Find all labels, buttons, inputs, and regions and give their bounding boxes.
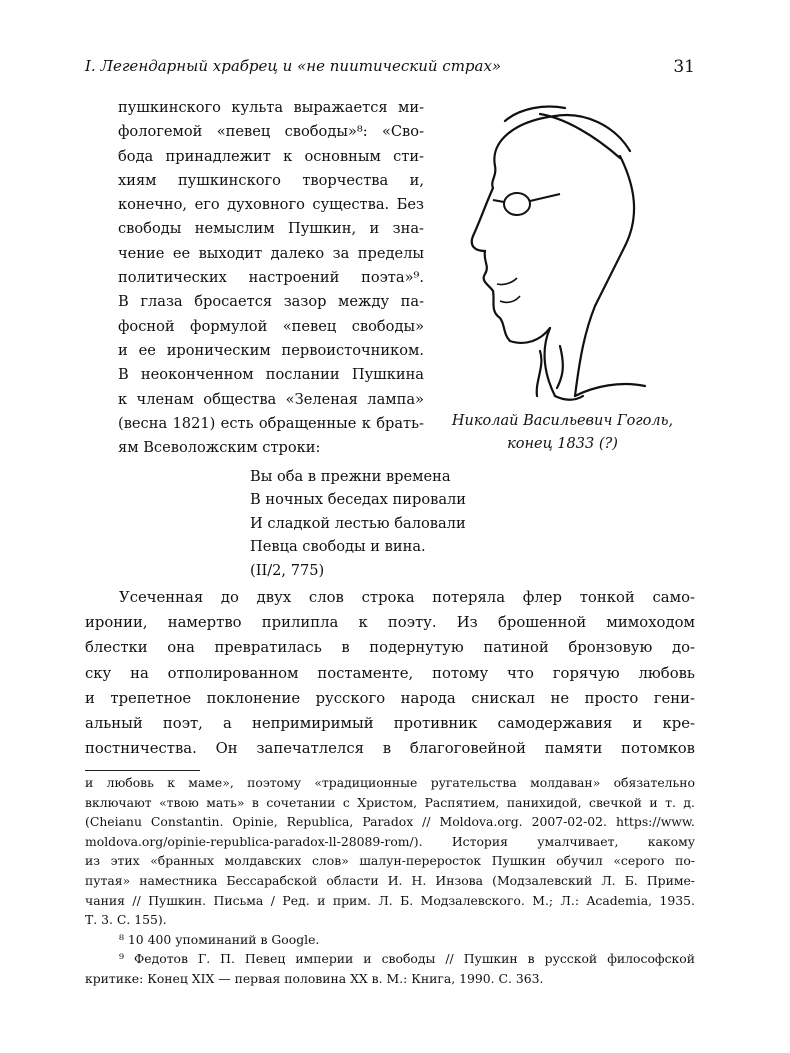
footnote-9-cont: критике: Конец XIX — первая половина XX в. М.: Книга, 1990. С. 363. <box>85 970 544 986</box>
text-line: конечно, его духовного существа. Без <box>118 196 424 214</box>
caption-line: конец 1833 (?) <box>507 436 618 452</box>
text-line: Усеченная до двух слов строка потеряла флер тонкой само- <box>119 589 695 606</box>
verse-citation: (II/2, 775) <box>250 561 325 579</box>
verse-line: Певца свободы и вина. <box>250 538 426 556</box>
text-line: бода принадлежит к основным сти- <box>118 147 424 165</box>
text-line: фологемой «певец свободы»⁸: «Сво- <box>118 123 424 141</box>
text-line: пушкинского культа выражается ми- <box>118 99 424 116</box>
caption-line: Николай Васильевич Гоголь, <box>451 413 674 429</box>
running-title: I. Легендарный храбрец и «не пиитический страх» <box>85 57 502 75</box>
verse-line: В ночных беседах пировали <box>250 491 467 509</box>
text-line: постничества. Он запечатлелся в благоговейной памяти потомков <box>85 740 695 758</box>
text-line: фосной формулой «певец свободы» <box>118 317 424 335</box>
text-line: и трепетное поклонение русского народа снискал не просто гени- <box>85 689 695 707</box>
text-line: В глаза бросается зазор между па- <box>118 293 424 311</box>
footnote-line: путая» наместника Бессарабской области И. Н. Инзова (Модзалевский Л. Б. Приме- <box>85 872 695 888</box>
running-header <box>85 57 695 75</box>
footnote-line: (Cheianu Constantin. Opinie, Republica, Paradox // Moldova.org. 2007-02-02. https://www. <box>85 814 695 830</box>
left-column-text <box>118 96 424 460</box>
footnote-9: ⁹ Федотов Г. П. Певец империи и свободы // Пушкин в русской философской <box>119 951 695 967</box>
verse-line: Вы оба в прежни времена <box>250 468 451 485</box>
text-line: ям Всеволожским строки: <box>118 439 321 457</box>
footnote-8: ⁸ 10 400 упоминаний в Google. <box>119 931 320 947</box>
text-line: (весна 1821) есть обращенные к брать- <box>118 414 424 432</box>
text-line: иронии, намертво прилипла к поэту. Из брошенной мимоходом <box>85 614 695 632</box>
text-line: альный поэт, а непримиримый противник самодержавия и кре- <box>85 715 695 733</box>
text-line: хиям пушкинского творчества и, <box>118 171 424 189</box>
text-line: свободы немыслим Пушкин, и зна- <box>118 220 424 238</box>
footnote-line: из этих «бранных молдавских слов» шалун-переросток Пушкин обучил «серого по- <box>85 853 695 869</box>
page-number: 31 <box>673 57 695 77</box>
gogol-portrait-sketch <box>445 96 680 416</box>
footnote-line: включают «твою мать» в сочетании с Христом, Распятием, панихидой, свечкой и т. д. <box>85 794 695 810</box>
verse-quote <box>250 465 466 582</box>
main-paragraph <box>85 585 695 761</box>
footnote-line: и любовь к маме», поэтому «традиционные ругательства молдаван» обязательно <box>85 775 695 790</box>
verse-line: И сладкой лестью баловали <box>250 514 466 532</box>
text-line: блестки она превратилась в подернутую патиной бронзовую до- <box>85 639 695 657</box>
text-line: политических настроений поэта»⁹. <box>118 269 424 287</box>
footnotes <box>85 773 695 989</box>
footnote-line: Т. 3. С. 155). <box>85 912 167 928</box>
text-line: В неоконченном послании Пушкина <box>118 366 424 384</box>
footnote-line: чания // Пушкин. Письма / Ред. и прим. Л. Б. Модзалевского. М.; Л.: Academia, 1935. <box>85 892 695 908</box>
text-line: к членам общества «Зеленая лампа» <box>118 390 424 408</box>
text-line: и ее ироническим первоисточником. <box>118 341 424 359</box>
text-line: чение ее выходит далеко за пределы <box>118 244 424 262</box>
paragraph <box>118 96 424 460</box>
portrait-caption <box>440 410 685 456</box>
footnote-line: moldova.org/opinie-republica-paradox-ll-28089-rom/). История умалчивает, какому <box>85 833 695 849</box>
footnote-divider <box>85 770 200 771</box>
text-line: ску на отполированном постаменте, потому что горячую любовь <box>85 664 695 682</box>
